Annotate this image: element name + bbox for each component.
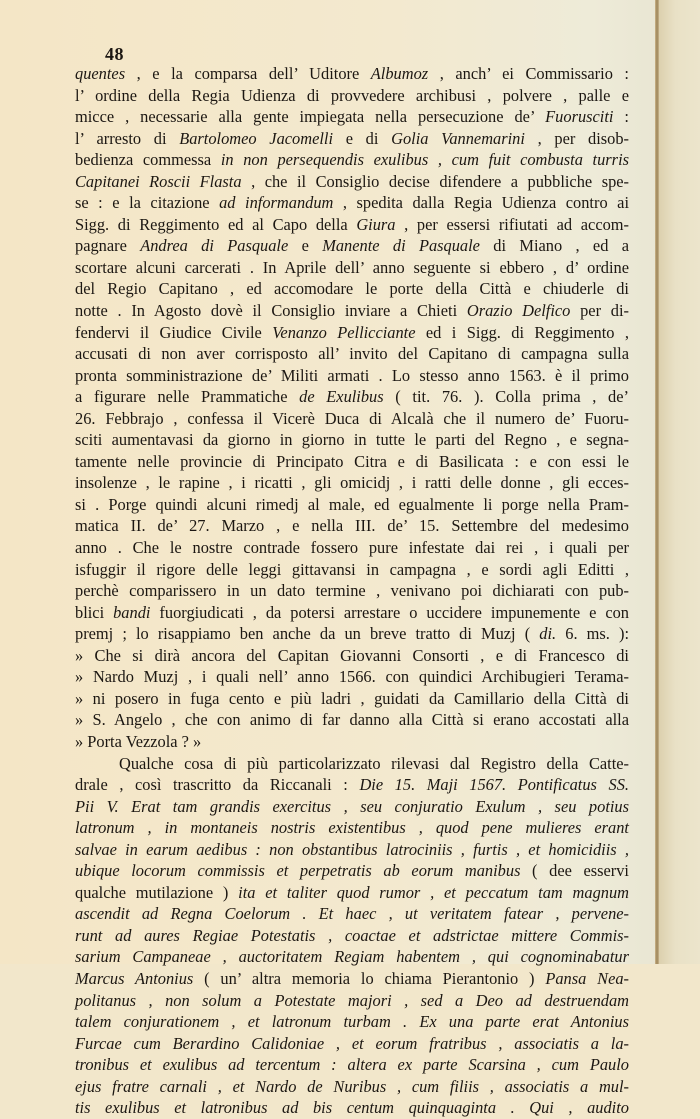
text-line [75, 429, 629, 451]
roman-text: l’ arresto di [75, 128, 180, 148]
roman-text: e [288, 236, 323, 256]
roman-text: bedienza commessa [75, 150, 221, 170]
roman-text: e di [333, 128, 392, 148]
roman-text: insolenze , le rapine , i ricatti , gli omicidj , i ratti delle donne , gli ecces- [75, 473, 629, 493]
text-line [75, 796, 629, 818]
roman-text: micce , necessarie alla gente impiegata nella persecuzione de’ [75, 107, 546, 127]
italic-text: Marcus Antonius [75, 968, 194, 988]
text-line [75, 623, 629, 645]
italic-text: Venanzo Pellicciante [272, 322, 416, 342]
roman-text: ed i Sigg. di Reggimento , [415, 322, 629, 342]
text-line [75, 106, 629, 128]
roman-text: » Nardo Muzj , i quali nell’ anno 1566. con quindici Archibugieri Terama- [75, 667, 629, 687]
text-line [75, 968, 629, 990]
italic-text: Die 15. Maji 1567. Pontificatus SS. [359, 775, 629, 795]
italic-text: bandi [113, 602, 151, 622]
roman-text: l’ ordine della Regia Udienza di provvedere archibusi , polvere , palle e [75, 85, 629, 105]
roman-text: » S. Angelo , che con animo di far danno alla Città si erano accostati alla [75, 710, 629, 730]
page-number: 48 [105, 44, 124, 64]
italic-text: Bartolomeo Jacomelli [179, 128, 334, 148]
text-line [75, 192, 629, 214]
italic-text: ad informandum [219, 193, 334, 213]
roman-text: ( tit. 76. ). Colla prima , de’ [383, 387, 629, 407]
roman-text: Qualche cosa di più particolarizzato rilevasi dal Registro della Catte- [119, 753, 629, 773]
text-line [75, 128, 629, 150]
roman-text: , che il Consiglio decise difendere a pubbliche spe- [241, 171, 630, 191]
roman-text: Sigg. di Reggimento ed al Capo della [75, 214, 357, 234]
roman-text: qualche mutilazione ) [75, 882, 239, 902]
italic-text: ejus fratre carnali , et Nardo de Nuribus , cum filiis , associatis a mul- [75, 1076, 629, 1096]
italic-text: Andrea di Pasquale [140, 236, 289, 256]
roman-text: , anch’ ei Commissario : [428, 64, 629, 83]
text-line [75, 925, 629, 947]
italic-text: politanus , non solum a Potestate majori , sed a Deo ad destruendam [75, 990, 629, 1010]
roman-text: scortare alcuni carcerati . In Aprile dell’ anno seguente si ebbero , d’ ordine [75, 257, 629, 277]
text-line [75, 278, 629, 300]
text-line [75, 753, 629, 775]
italic-text: ubique locorum commissis et perpetratis ab eorum manibus [75, 861, 521, 881]
italic-text: di. [539, 624, 557, 644]
italic-text: Giura [356, 214, 396, 234]
text-line [75, 1011, 629, 1033]
roman-text: pagnare [75, 236, 141, 256]
roman-text: tamente nelle provincie di Principato Citra e di Basilicata : e con essi le [75, 451, 629, 471]
roman-text: fuorgiudicati , da potersi arrestare o uccidere impunemente e con [150, 602, 629, 622]
text-line [75, 472, 629, 494]
italic-text: Orazio Delfico [466, 301, 571, 321]
text-line [75, 537, 629, 559]
italic-text: Golia Vannemarini [391, 128, 525, 148]
italic-text: ita et taliter quod rumor , et peccatum tam magnum [238, 882, 629, 902]
roman-text: premj ; lo risappiamo ben anche da un breve tratto di Muzj ( [75, 624, 540, 644]
text-line [75, 903, 629, 925]
text-line [75, 386, 629, 408]
italic-text: in non persequendis exulibus , cum fuit combusta turris [220, 150, 629, 170]
text-line [75, 1097, 629, 1119]
italic-text: quentes [75, 64, 126, 83]
text-line [75, 580, 629, 602]
text-line [75, 343, 629, 365]
roman-text: , per disob- [524, 128, 629, 148]
text-line [75, 709, 629, 731]
text-line [75, 1076, 629, 1098]
italic-text: talem conjurationem , et latronum turbam . Ex una parte erat Antonius [75, 1012, 629, 1032]
roman-text: matica II. de’ 27. Marzo , e nella III. de’ 15. Settembre del medesimo [75, 516, 629, 536]
italic-text: Albumoz [370, 64, 429, 83]
text-line [75, 688, 629, 710]
text-line [75, 300, 629, 322]
text-line [75, 882, 629, 904]
text-line [75, 946, 629, 968]
text-line [75, 63, 629, 85]
italic-text: tronibus et exulibus ad tercentum : altera ex parte Scarsina , cum Paulo [75, 1055, 629, 1075]
roman-text: accusati di non aver corrisposto all’ invito del Capitano di campagna sulla [75, 344, 629, 364]
text-line [75, 1054, 629, 1076]
text-line [75, 149, 629, 171]
text-line [75, 990, 629, 1012]
text-line [75, 839, 629, 861]
roman-text: , e la comparsa dell’ Uditore [125, 64, 371, 83]
italic-text: Fuorusciti [545, 107, 614, 127]
roman-text: » Porta Vezzola ? » [75, 731, 202, 751]
text-line [75, 666, 629, 688]
text-line [75, 731, 629, 753]
italic-text: Pii V. Erat tam grandis exercitus , seu conjuratio Exulum , seu potius [75, 796, 629, 816]
italic-text: ascendit ad Regna Coelorum . Et haec , ut veritatem fatear , pervene- [75, 904, 629, 924]
roman-text: : [613, 107, 629, 127]
text-line [75, 451, 629, 473]
roman-text: isfuggir il rigore delle leggi gittavansi in campagna , e sordi agli Editti , [75, 559, 629, 579]
text-line [75, 494, 629, 516]
roman-text: del Regio Capitano , ed accomodare le porte della Città e chiuderle di [75, 279, 629, 299]
text-line [75, 257, 629, 279]
roman-text: , spedita dalla Regia Udienza contro ai [333, 193, 629, 213]
text-line [75, 85, 629, 107]
roman-text: sciti aumentavasi da giorno in giorno in tutte le parti del Regno , e segna- [75, 430, 629, 450]
text-line [75, 365, 629, 387]
italic-text: salvae in earum aedibus : non obstantibus latrociniis , furtis , et homicidiis , [75, 839, 629, 859]
roman-text: fendervi il Giudice Civile [75, 322, 273, 342]
roman-text: di Miano , ed a [479, 236, 630, 256]
italic-text: sarium Campaneae , auctoritatem Regiam habentem , qui cognominabatur [75, 947, 629, 967]
italic-text: Furcae cum Berardino Calidoniae , et eorum fratribus , associatis a la- [75, 1033, 629, 1053]
roman-text: si . Porge quindi alcuni rimedj al male, ed egualmente li porge nella Pram- [75, 494, 629, 514]
text-line [75, 235, 629, 257]
roman-text: drale , così trascritto da Riccanali : [75, 775, 360, 795]
roman-text: ( dee esservi [520, 861, 629, 881]
facing-page-edge [659, 0, 700, 964]
roman-text: » ni posero in fuga cento e più ladri , guidati da Camillario della Città di [75, 688, 629, 708]
text-line [75, 645, 629, 667]
roman-text: se : e la citazione [75, 193, 220, 213]
roman-text: , per essersi rifiutati ad accom- [395, 214, 629, 234]
roman-text: notte . In Agosto dovè il Consiglio inviare a Chieti [75, 301, 467, 321]
italic-text: runt ad aures Regiae Potestatis , coactae et adstrictae mittere Commis- [75, 925, 629, 945]
italic-text: tis exulibus et latronibus ad bis centum quinquaginta . Qui , audito [75, 1098, 629, 1118]
italic-text: Capitanei Roscii Flasta [75, 171, 242, 191]
roman-text: a figurare nelle Prammatiche [75, 387, 300, 407]
text-line [75, 860, 629, 882]
roman-text: 26. Febbrajo , confessa il Vicerè Duca di Alcalà che il numero de’ Fuoru- [75, 408, 629, 428]
roman-text: pronta somministrazione de’ Militi armati . Lo stesso anno 1563. è il primo [75, 365, 629, 385]
italic-text: de Exulibus [299, 387, 384, 407]
text-line [75, 171, 629, 193]
body-text [75, 63, 629, 1119]
text-line [75, 214, 629, 236]
text-line [75, 408, 629, 430]
roman-text: ( un’ altra memoria lo chiama Pierantonio ) [193, 968, 546, 988]
text-line [75, 559, 629, 581]
roman-text: 6. ms. ): [556, 624, 630, 644]
roman-text: perchè comparissero in un dato termine , venivano poi dichiarati con pub- [75, 581, 629, 601]
roman-text: blici [75, 602, 114, 622]
text-line [75, 1033, 629, 1055]
text-line [75, 322, 629, 344]
italic-text: Pansa Nea- [545, 968, 630, 988]
italic-text: latronum , in montaneis nostris existentibus , quod pene mulieres erant [75, 818, 629, 838]
roman-text: anno . Che le nostre contrade fossero pure infestate dai rei , i quali per [75, 538, 629, 558]
italic-text: Manente di Pasquale [322, 236, 480, 256]
roman-text: » Che si dirà ancora del Capitan Giovanni Consorti , e di Francesco di [75, 645, 629, 665]
text-line [75, 602, 629, 624]
text-line [75, 817, 629, 839]
text-line [75, 515, 629, 537]
text-line [75, 774, 629, 796]
roman-text: per di- [570, 301, 629, 321]
